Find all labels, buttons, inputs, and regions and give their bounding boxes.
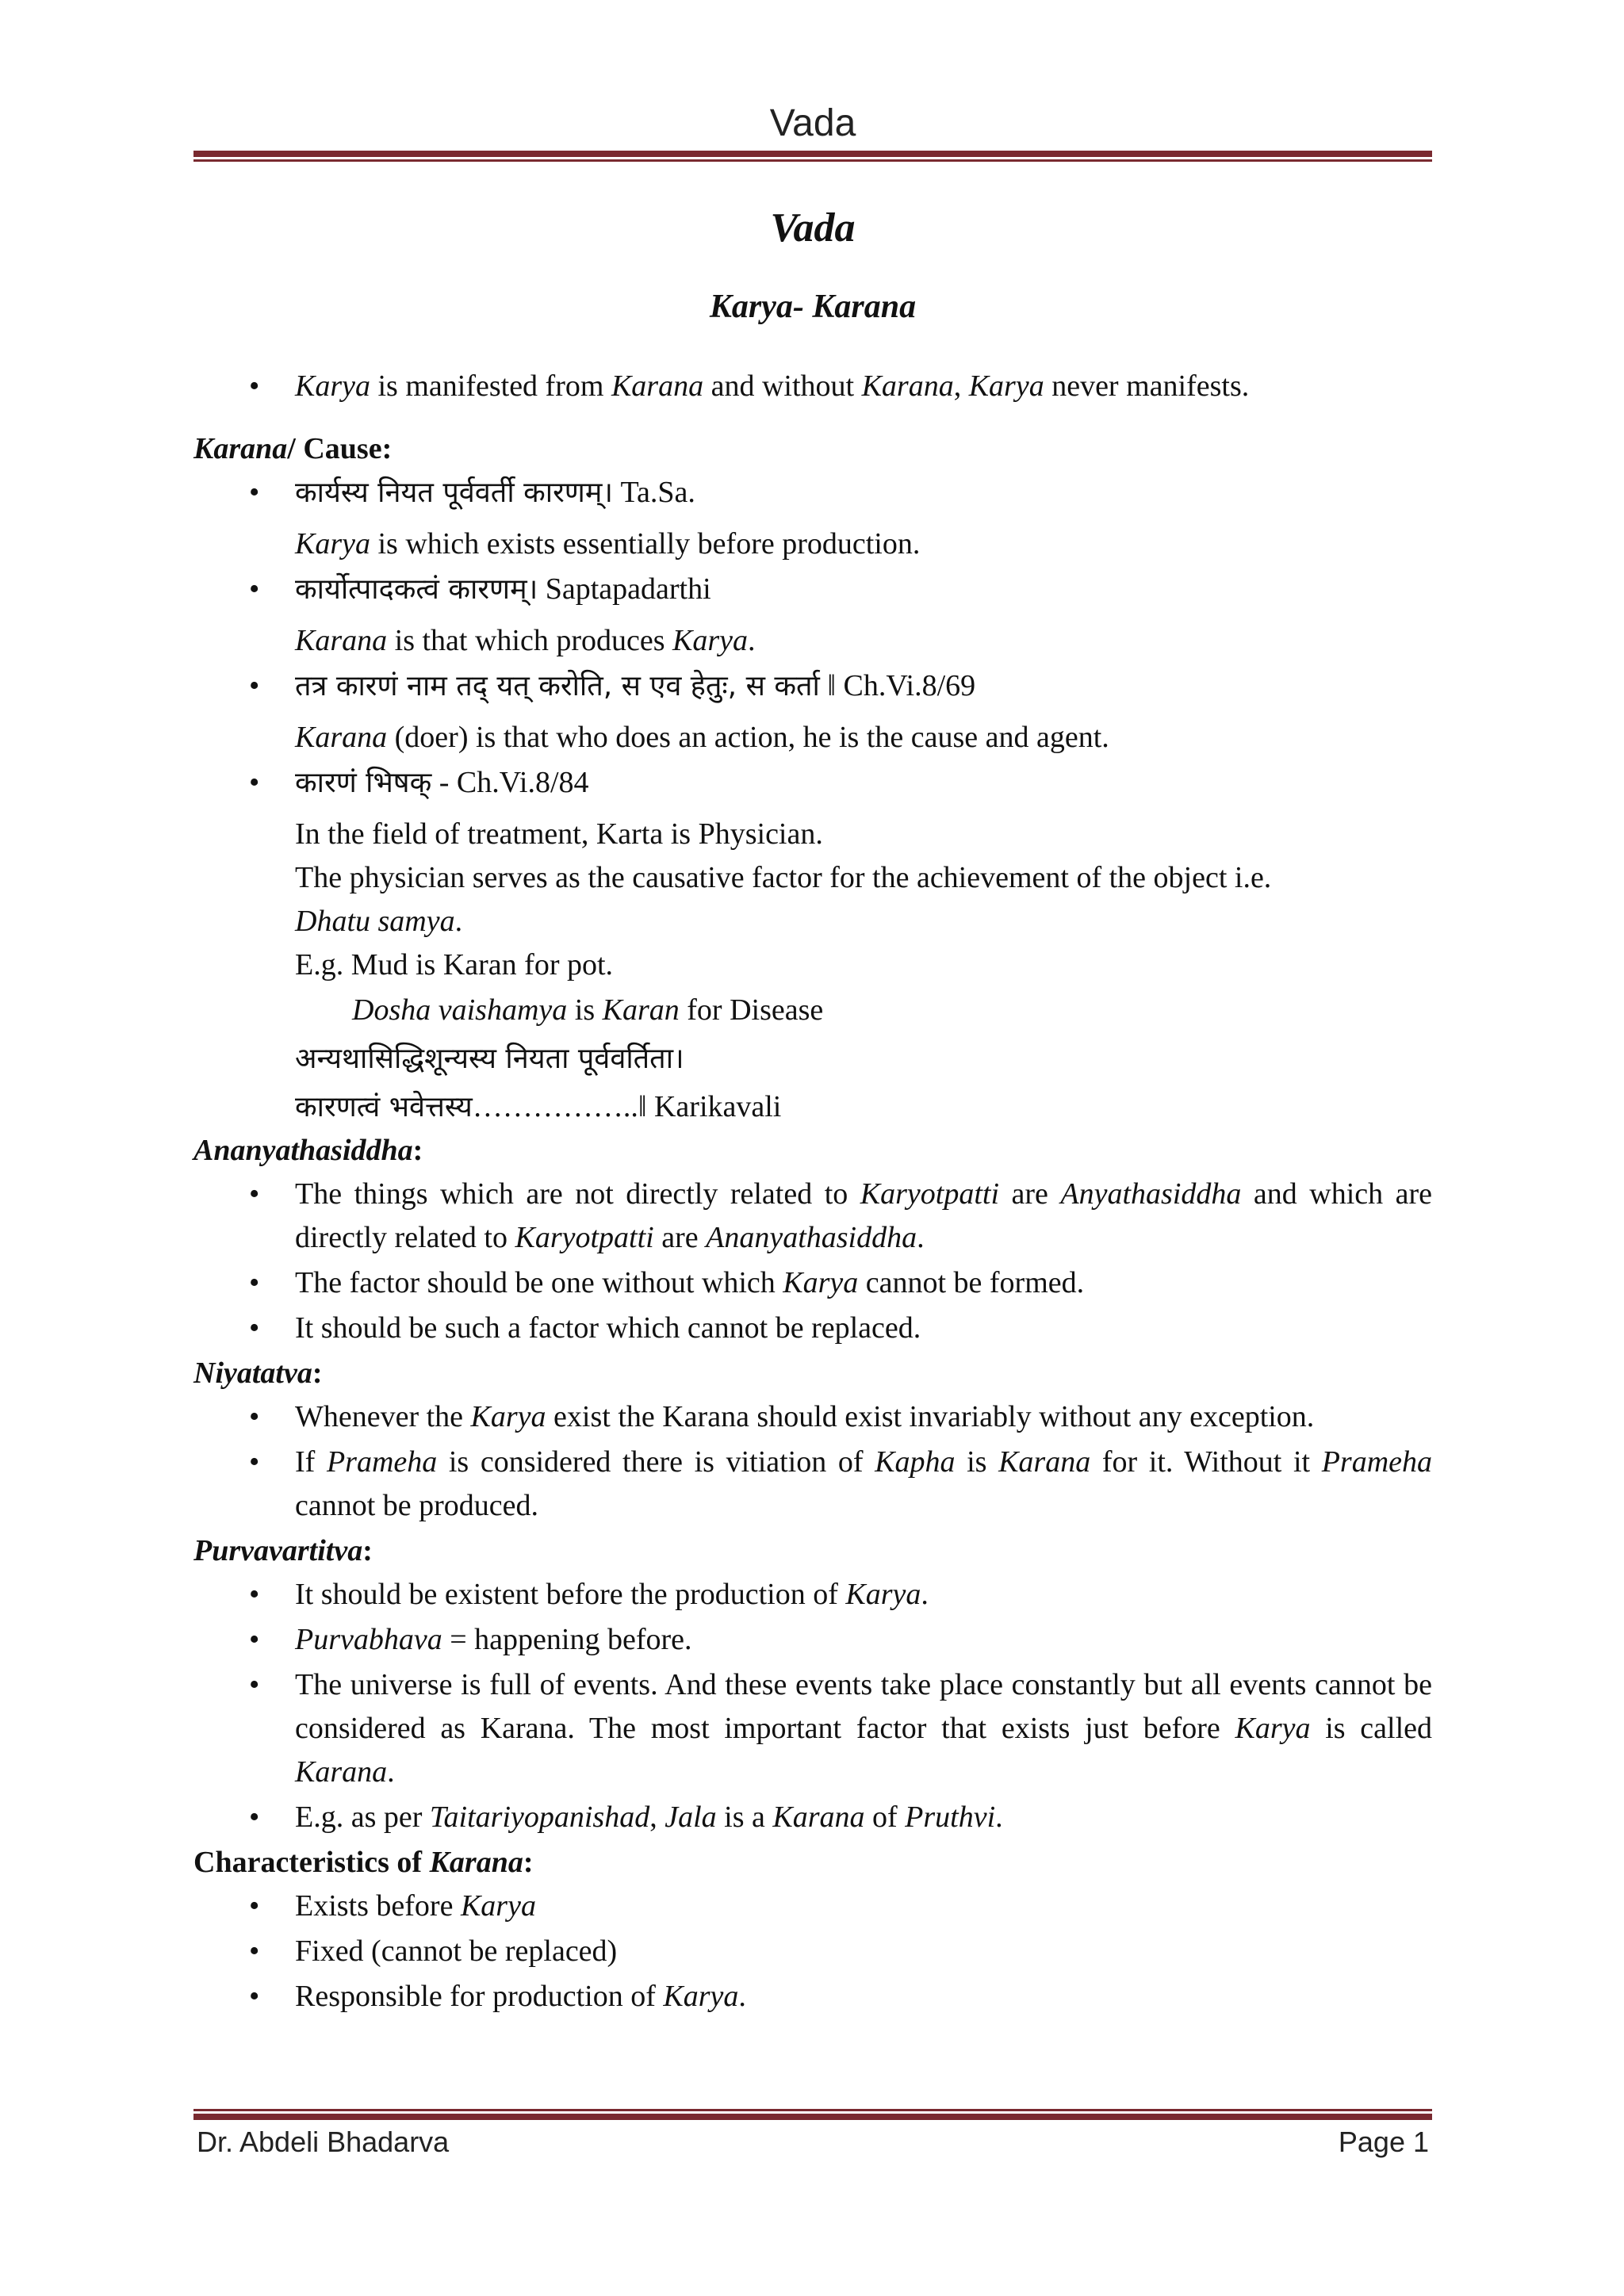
list-item: • The universe is full of events. And these events take place constantly but all events cannot be considered as Karana. The most important factor that exists just before Karya is called Karana. xyxy=(193,1663,1432,1794)
list-item: • Responsible for production of Karya. xyxy=(193,1975,1432,2019)
document-body xyxy=(193,365,1432,2020)
karana-item xyxy=(193,664,1432,760)
list-item: • E.g. as per Taitariyopanishad, Jala is a Karana of Pruthvi. xyxy=(193,1796,1432,1839)
explanation: E.g. Mud is Karan for pot. xyxy=(295,948,614,982)
document-subtitle: Karya- Karana xyxy=(709,289,917,325)
karana-item xyxy=(193,761,1432,987)
sanskrit-text: तत्र कारणं नाम तद् यत् करोति, स एव हेतुः, स कर्ता xyxy=(295,670,820,702)
karana-list xyxy=(193,471,1432,987)
explanation: Karana is that which produces Karya. xyxy=(295,624,756,657)
section-heading-characteristics: Characteristics of Karana: xyxy=(193,1846,534,1879)
list-item: • Fixed (cannot be replaced) xyxy=(193,1930,1432,1973)
verse-line: अन्यथासिद्धिशून्यस्य नियता पूर्ववर्तिता। xyxy=(295,1043,684,1075)
section-heading-ananyathasiddha: Ananyathasiddha: xyxy=(193,1134,423,1167)
list-item: • Whenever the Karya exist the Karana should exist invariably without any exception. xyxy=(193,1395,1432,1439)
section-heading-purvavartitva: Purvavartitva: xyxy=(193,1534,373,1567)
ananyathasiddha-list xyxy=(193,1173,1432,1350)
list-item: • Exists before Karya xyxy=(193,1885,1432,1928)
list-item: • The things which are not directly related to Karyotpatti are Anyathasiddha and which are directly related to Karyotpatti are Ananyathasiddha. xyxy=(193,1173,1432,1260)
sanskrit-text: कार्योत्पादकत्वं कारणम्। xyxy=(295,573,538,606)
header-rule xyxy=(193,151,1432,162)
footer-author: Dr. Abdeli Bhadarva xyxy=(197,2126,450,2158)
explanation: Karya is which exists essentially before production. xyxy=(295,527,921,561)
footer-rule xyxy=(193,2109,1432,2120)
page-number: Page 1 xyxy=(1338,2126,1429,2158)
example-line: Dosha vaishamya is Karan for Disease xyxy=(352,993,824,1027)
list-item: • If Prameha is considered there is vitiation of Kapha is Karana for it. Without it Prameha cannot be produced. xyxy=(193,1441,1432,1528)
reference: Saptapadarthi xyxy=(538,572,711,606)
karana-item xyxy=(193,568,1432,663)
sanskrit-text: कार्यस्य नियत पूर्ववर्ती कारणम्। xyxy=(295,476,613,509)
intro-list xyxy=(193,365,1432,408)
intro-bullet: • Karya is manifested from Karana and without Karana, Karya never manifests. xyxy=(193,365,1432,408)
list-item: • It should be such a factor which cannot be replaced. xyxy=(193,1307,1432,1350)
explanation: Karana (doer) is that who does an action, he is the cause and agent. xyxy=(295,721,1109,754)
list-item: • Purvabhava = happening before. xyxy=(193,1618,1432,1662)
explanation: The physician serves as the causative factor for the achievement of the object i.e. xyxy=(295,861,1272,894)
section-heading-niyatatva: Niyatatva: xyxy=(193,1357,323,1390)
purvavartitva-list xyxy=(193,1573,1432,1839)
list-item: • It should be existent before the production of Karya. xyxy=(193,1573,1432,1617)
document-title: Vada xyxy=(770,205,856,251)
reference: ‖ Ch.Vi.8/69 xyxy=(819,669,976,702)
reference: Ta.Sa. xyxy=(613,476,695,509)
list-item: • The factor should be one without which Karya cannot be formed. xyxy=(193,1261,1432,1305)
explanation: Dhatu samya. xyxy=(295,905,463,938)
characteristics-list xyxy=(193,1885,1432,2019)
sanskrit-text: कारणं भिषक् xyxy=(295,767,432,799)
explanation: In the field of treatment, Karta is Physician. xyxy=(295,817,823,851)
verse-line: कारणत्वं भवेत्तस्य……………..‖ Karikavali xyxy=(295,1090,782,1123)
reference: - Ch.Vi.8/84 xyxy=(431,766,589,799)
niyatatva-list xyxy=(193,1395,1432,1528)
running-header: Vada xyxy=(769,102,856,144)
karana-item xyxy=(193,471,1432,566)
section-heading-karana: Karana/ Cause: xyxy=(193,432,393,465)
